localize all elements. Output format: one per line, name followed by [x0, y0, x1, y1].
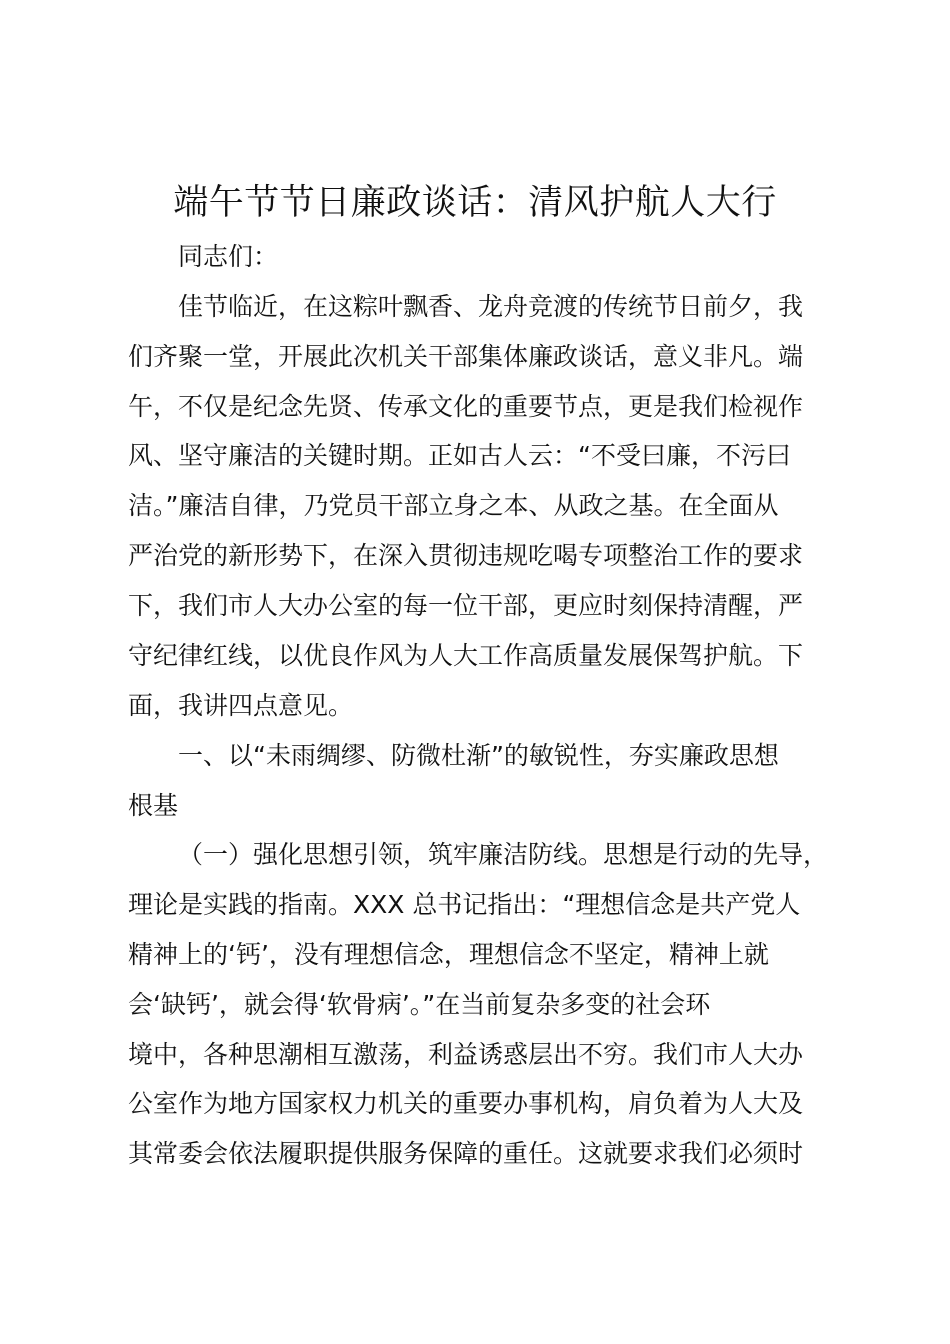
document-title: 端午节节日廉政谈话：清风护航人大行 — [173, 183, 777, 223]
paragraph-line: 佳节临近，在这粽叶飘香、龙舟竞渡的传统节日前夕，我 — [178, 292, 804, 321]
subsection-line: 公室作为地方国家权力机关的重要办事机构，肩负着为人大及 — [128, 1089, 804, 1118]
paragraph-line: 洁。”廉洁自律，乃党员干部立身之本、从政之基。在全面从 — [128, 491, 779, 520]
subsection-line: 境中，各种思潮相互激荡，利益诱惑层出不穷。我们市人大办 — [128, 1040, 804, 1069]
subsection-line: 其常委会依法履职提供服务保障的重任。这就要求我们必须时 — [128, 1139, 804, 1168]
paragraph-line: 下，我们市人大办公室的每一位干部，更应时刻保持清醒，严 — [128, 591, 804, 620]
paragraph-line: 风、坚守廉洁的关键时期。正如古人云：“不受曰廉，不污曰 — [128, 441, 791, 470]
subsection-line: 精神上的‘钙’，没有理想信念，理想信念不坚定，精神上就 — [128, 940, 769, 969]
salutation: 同志们： — [178, 242, 279, 271]
section-heading-line: 根基 — [128, 791, 179, 820]
paragraph-line: 面，我讲四点意见。 — [128, 691, 354, 720]
paragraph-line: 守纪律红线，以优良作风为人大工作高质量发展保驾护航。下 — [128, 641, 804, 670]
section-heading-line: 一、以“未雨绸缪、防微杜渐”的敏锐性，夯实廉政思想 — [178, 741, 779, 770]
paragraph-line: 午，不仅是纪念先贤、传承文化的重要节点，更是我们检视作 — [128, 392, 804, 421]
paragraph-line: 严治党的新形势下，在深入贯彻违规吃喝专项整治工作的要求 — [128, 541, 804, 570]
paragraph-line: 们齐聚一堂，开展此次机关干部集体廉政谈话，意义非凡。端 — [128, 342, 804, 371]
subsection-line: 理论是实践的指南。XXX 总书记指出：“理想信念是共产党人 — [128, 890, 801, 919]
subsection-line: 会‘缺钙’，就会得‘软骨病’。”在当前复杂多变的社会环 — [128, 990, 711, 1019]
subsection-line: （一）强化思想引领，筑牢廉洁防线。思想是行动的先导， — [178, 840, 829, 869]
